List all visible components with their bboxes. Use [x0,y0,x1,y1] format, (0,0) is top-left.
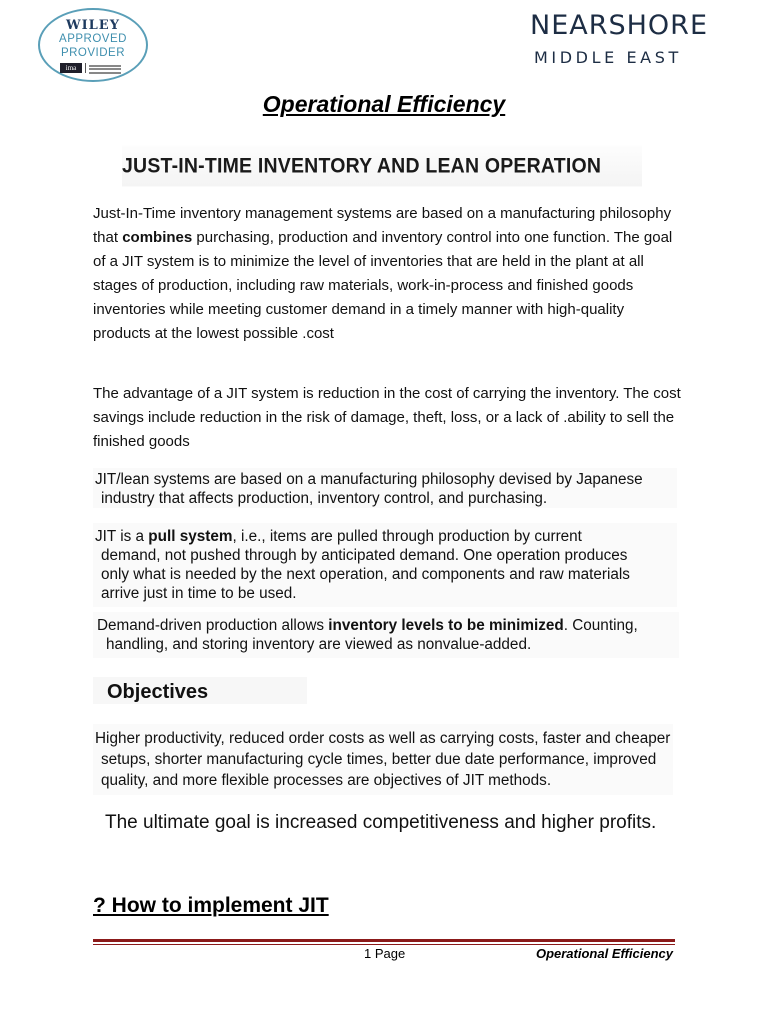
paragraph1-bold: combines [122,229,193,246]
objectives-line3: quality, and more flexible processes are objectives of JIT methods. [101,772,552,789]
wiley-logo-text: WILEY [65,18,120,33]
scan1-line1: JIT/lean systems are based on a manufacturing philosophy devised by Japanese [95,471,643,488]
approved-text: APPROVED [59,33,127,45]
paragraph-jit-advantage [93,382,683,454]
middle-east-text: MIDDLE EAST [534,48,682,67]
ima-logo: ima [60,63,82,73]
scan3-lead: Demand-driven production allows [97,617,329,634]
scan-block-pull-system [93,523,677,607]
objectives-line1: Higher productivity, reduced order costs as well as carrying costs, faster and cheaper [95,730,671,747]
implement-jit-heading: ? How to implement JIT [93,894,329,917]
scan2-bold: pull system [148,528,233,545]
scan-block-demand-driven [93,612,679,658]
page-title: Operational Efficiency [262,91,506,117]
scan2-rest: , i.e., items are pulled through production by current [232,528,582,545]
scan-block-lean-systems [93,468,677,508]
paragraph2-text: The advantage of a JIT system is reduction in the cost of carrying the inventory. The cost savings include reduction in the risk of damage, theft, loss, or a lack of .ability to sell the finished goods [93,385,681,450]
scan-block-objectives [93,724,673,795]
provider-text: PROVIDER [60,47,126,59]
ima-fine-print [85,63,126,73]
footer-page-number: 1 Page [364,946,406,961]
scan3-bold: inventory levels to be minimized [328,617,564,634]
scan2-line3: only what is needed by the next operation, and components and raw materials [101,566,630,583]
scan3-rest: . Counting, [563,617,638,634]
scan1-line2: industry that affects production, inventory control, and purchasing. [101,490,548,507]
wiley-approved-provider-logo [38,8,148,82]
scan2-line4: arrive just in time to be used. [101,585,297,602]
scan2-lead: JIT is a [95,528,149,545]
footer-rule-thin [93,944,675,945]
objectives-line2: setups, shorter manufacturing cycle times, better due date performance, improved [101,751,657,768]
scan3-line2: handling, and storing inventory are viewed as nonvalue-added. [106,636,532,653]
paragraph-jit-intro [93,202,683,346]
paragraph1-text-b: purchasing, production and inventory control into one function. The goal of a JIT system is to minimize the level of inventories that are held in the plant at all stages of production, including raw materials, work-in-process and finished goods inventories while meeting customer demand in a timely manner with high-quality products at the lowest possible .cost [93,229,673,342]
ultimate-goal-text: The ultimate goal is increased competitiveness and higher profits. [93,808,687,838]
objectives-heading: Objectives [93,677,307,704]
footer-rule-thick [93,939,675,942]
scan2-line2: demand, not pushed through by anticipated demand. One operation produces [101,547,628,564]
nearshore-logo: NEARSHORE [530,10,709,41]
footer-document-title: Operational Efficiency [535,946,673,961]
section-heading-jit: JUST-IN-TIME INVENTORY AND LEAN OPERATION [122,145,642,186]
paragraph1-text-a: Just-In-Time inventory management systems are based on a manufacturing philosophy that [93,205,672,246]
